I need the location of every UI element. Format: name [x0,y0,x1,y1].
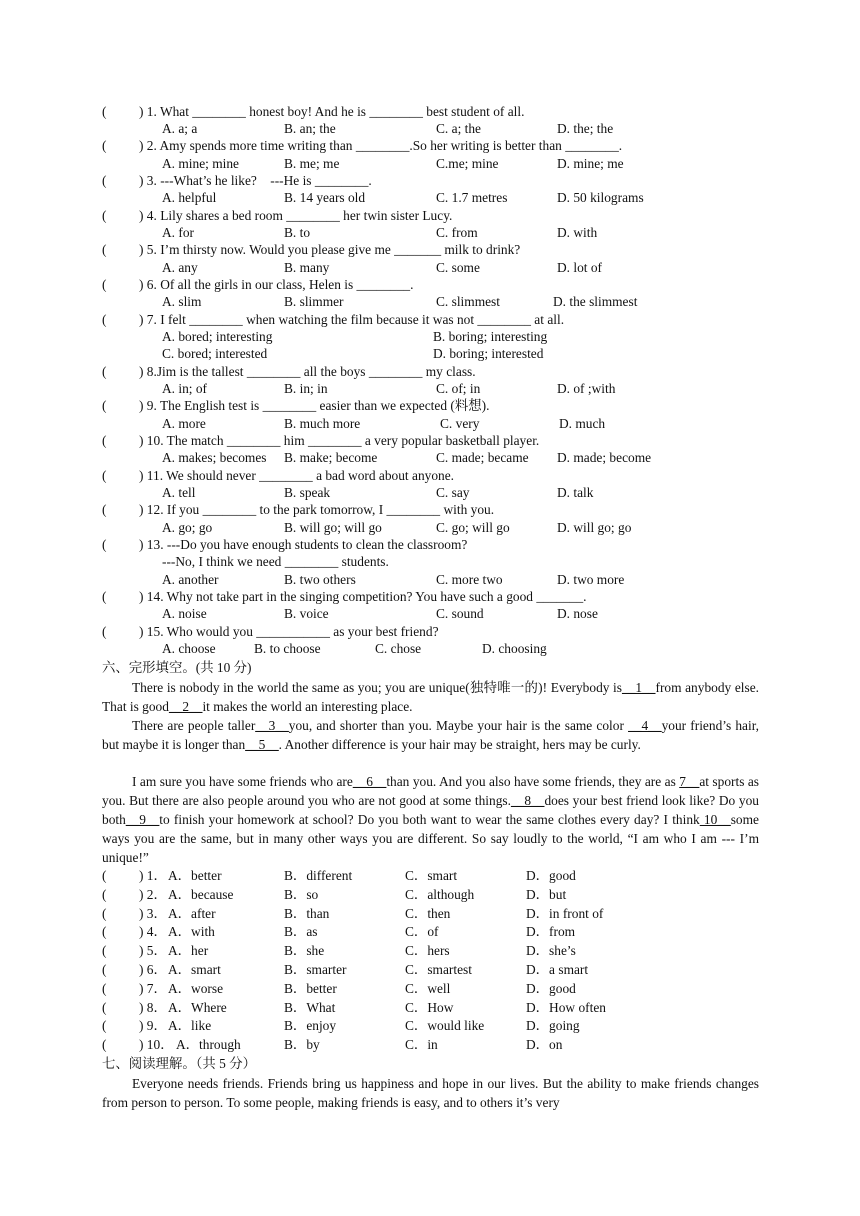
cloze-blank-3: __3__ [255,718,289,733]
options-14: A. noise B. voice C. sound D. nose [162,606,598,621]
cloze-blank-9: __9__ [125,812,160,827]
cloze-paragraph-2: There are people taller__3__you, and shorter than you. Maybe your hair is the same color __4__your friend’s hair, but maybe it is longer than__5__. Another difference is your hair may be straight, hers may be curly. [102,718,759,752]
options-6: A. slim B. slimmer C. slimmest D. the slimmest [162,294,638,309]
options-13: A. another B. two others C. more two D. two more [162,572,625,587]
options-2: A. mine; mine B. me; me C.me; mine D. mine; me [162,156,624,171]
section-6-title: 六、完形填空。(共 10 分) [102,660,252,675]
options-5: A. any B. many C. some D. lot of [162,260,603,275]
options-4: A. for B. to C. from D. with [162,225,598,240]
cloze-blank-8: __8__ [510,793,545,808]
cloze-blank-2: __2__ [168,699,203,714]
cloze-blank-7: 7__ [679,774,700,789]
cloze-blank-10: 10__ [699,812,731,827]
options-11: A. tell B. speak C. say D. talk [162,485,594,500]
options-10: A. makes; becomes B. make; become C. made; became D. made; become [162,450,652,465]
exam-page: ( ) 1. What ________ honest boy! And he is ________ best student of all. A. a; a B. an; the C. a; the D. the; the ( ) 2. Amy spends more time writing than ________.So her writing is better than ________. A. mine; mine B. me; me C.me; mine D. mine; me ( ) 3. ---What’s he like? ---He is ________. A. helpful B. 14 years old C. 1.7 metres D. 50 kilograms ( ) 4. Lily shares a bed room ________ her twin sister Lucy. A. for B. to C. from D. with ( ) 5. I’m thirsty now. Would you please give me _______ milk to drink? A. any B. many C. some D. lot of ( ) 6. Of all the girls in our class, Helen is ________. A. slim B. slimmer C. slimmest D. the slimmest ( ) 7. I felt ________ when watching the film because it was not ________ at all. A. bored; interesting B. boring; interesting C. bored; interested D. boring; interested ( ) 8.Jim is the tallest ________ all the boys ________ my class. A. in; of B. in; in C. of; in D. of ;with ( ) 9. The English test is ________ easier than we expected (料想). A. more B. much more C. very D. much ( ) 10. The match ________ him ________ a very popular basketball player. A. makes; becomes B. make; become C. made; became D. made; become ( ) 11. We should never ________ a bad word about anyone. A. tell B. speak C. say D. talk ( ) 12. If you ________ to the park tomorrow, I ________ with you. A. go; go B. will go; will go C. go; will go D. will go; go ( ) 13. ---Do you have enough students to clean the classroom? ---No, I think we need ________ students. A. another B. two others C. more two D. two more ( ) 14. Why not take part in the singing competition? You have such a good _______. A. noise B. voice C. sound D. nose ( ) 15. Who would you ___________ as your best friend? A. choose B. to choose C. chose D. choosing 六、完形填空。(共 10 分) There is nobody in the world the same as you; you are unique(独特唯一的)! Everybody is__1__from anybody else. That is good__2__it makes the world an interesting place. There are people taller__3__you, and shorter than you. Maybe your hair is the same color __4__your friend’s hair, but maybe it is longer than__5__. Another difference is your hair may be straight, hers may be curly. I am sure you have some friends who are__6__than you. And you also have some friends, they are as 7__at sports as you. But there are also people around you who are not good at some things.__8__does your best friend look like? Do you both__9__to finish your homework at school? Do you both want to wear the same clothes every day? I think 10__some ways you are the same, but in many other ways you are different. So say loudly to the world, “I am who I am --- I’m unique!” ( ) 1． A．better B．different C．smart D．good ( ) 2． A．because B．so C．although D．but ( ) 3． A．after B．than C．then D．in front of ( ) 4． A．with B．as C．of D．from ( ) 5． A．her B．she C．hers D．she’s ( ) 6． A．smart B．smarter C．smartest D．a smart ( ) 7． A．worse B．better C．well D．good ( ) 8． A．Where B．What C．How D．How often ( ) 9． A．like B．enjoy C．would like D．going ( ) 10． A．through B．by C．in D．on 七、阅读理解。（共 5 分） Everyone needs friends. Friends bring us happiness and hope in our lives. But the ability to make friends changes from person to person. To some people, making friends is easy, and to others it’s very [102,104,759,1110]
reading-paragraph-1: Everyone needs friends. Friends bring us happiness and hope in our lives. But the ability to make friends changes from person to person. To some people, making friends is easy, and to others it’s very [102,1076,759,1110]
options-8: A. in; of B. in; in C. of; in D. of ;with [162,381,616,396]
options-7b: C. bored; interested D. boring; interested [162,346,544,361]
options-15: A. choose B. to choose C. chose D. choosing [162,641,547,656]
options-3: A. helpful B. 14 years old C. 1.7 metres D. 50 kilograms [162,190,644,205]
options-9: A. more B. much more C. very D. much [162,416,606,431]
cloze-paragraph-3: I am sure you have some friends who are__6__than you. And you also have some friends, they are as 7__at sports as you. But there are also people around you who are not good at some things.__8__does your best friend look like? Do you both__9__to finish your homework at school? Do you both want to wear the same clothes every day? I think 10__some ways you are the same, but in many other ways you are different. So say loudly to the world, “I am who I am --- I’m unique!” [102,774,759,865]
question-13-reply: ---No, I think we need ________ students. [162,554,389,569]
cloze-blank-6: __6__ [352,774,387,789]
cloze-paragraph-1: There is nobody in the world the same as you; you are unique(独特唯一的)! Everybody is__1__from anybody else. That is good__2__it makes the world an interesting place. [102,680,759,714]
cloze-blank-5: __5__ [245,737,279,752]
section-7-title: 七、阅读理解。（共 5 分） [102,1056,256,1071]
cloze-blank-1: __1__ [622,680,656,695]
options-12: A. go; go B. will go; will go C. go; will go D. will go; go [162,520,632,535]
options-7a: A. bored; interesting B. boring; interesting [162,329,548,344]
cloze-blank-4: __4__ [628,718,662,733]
options-1: A. a; a B. an; the C. a; the D. the; the [162,121,614,136]
